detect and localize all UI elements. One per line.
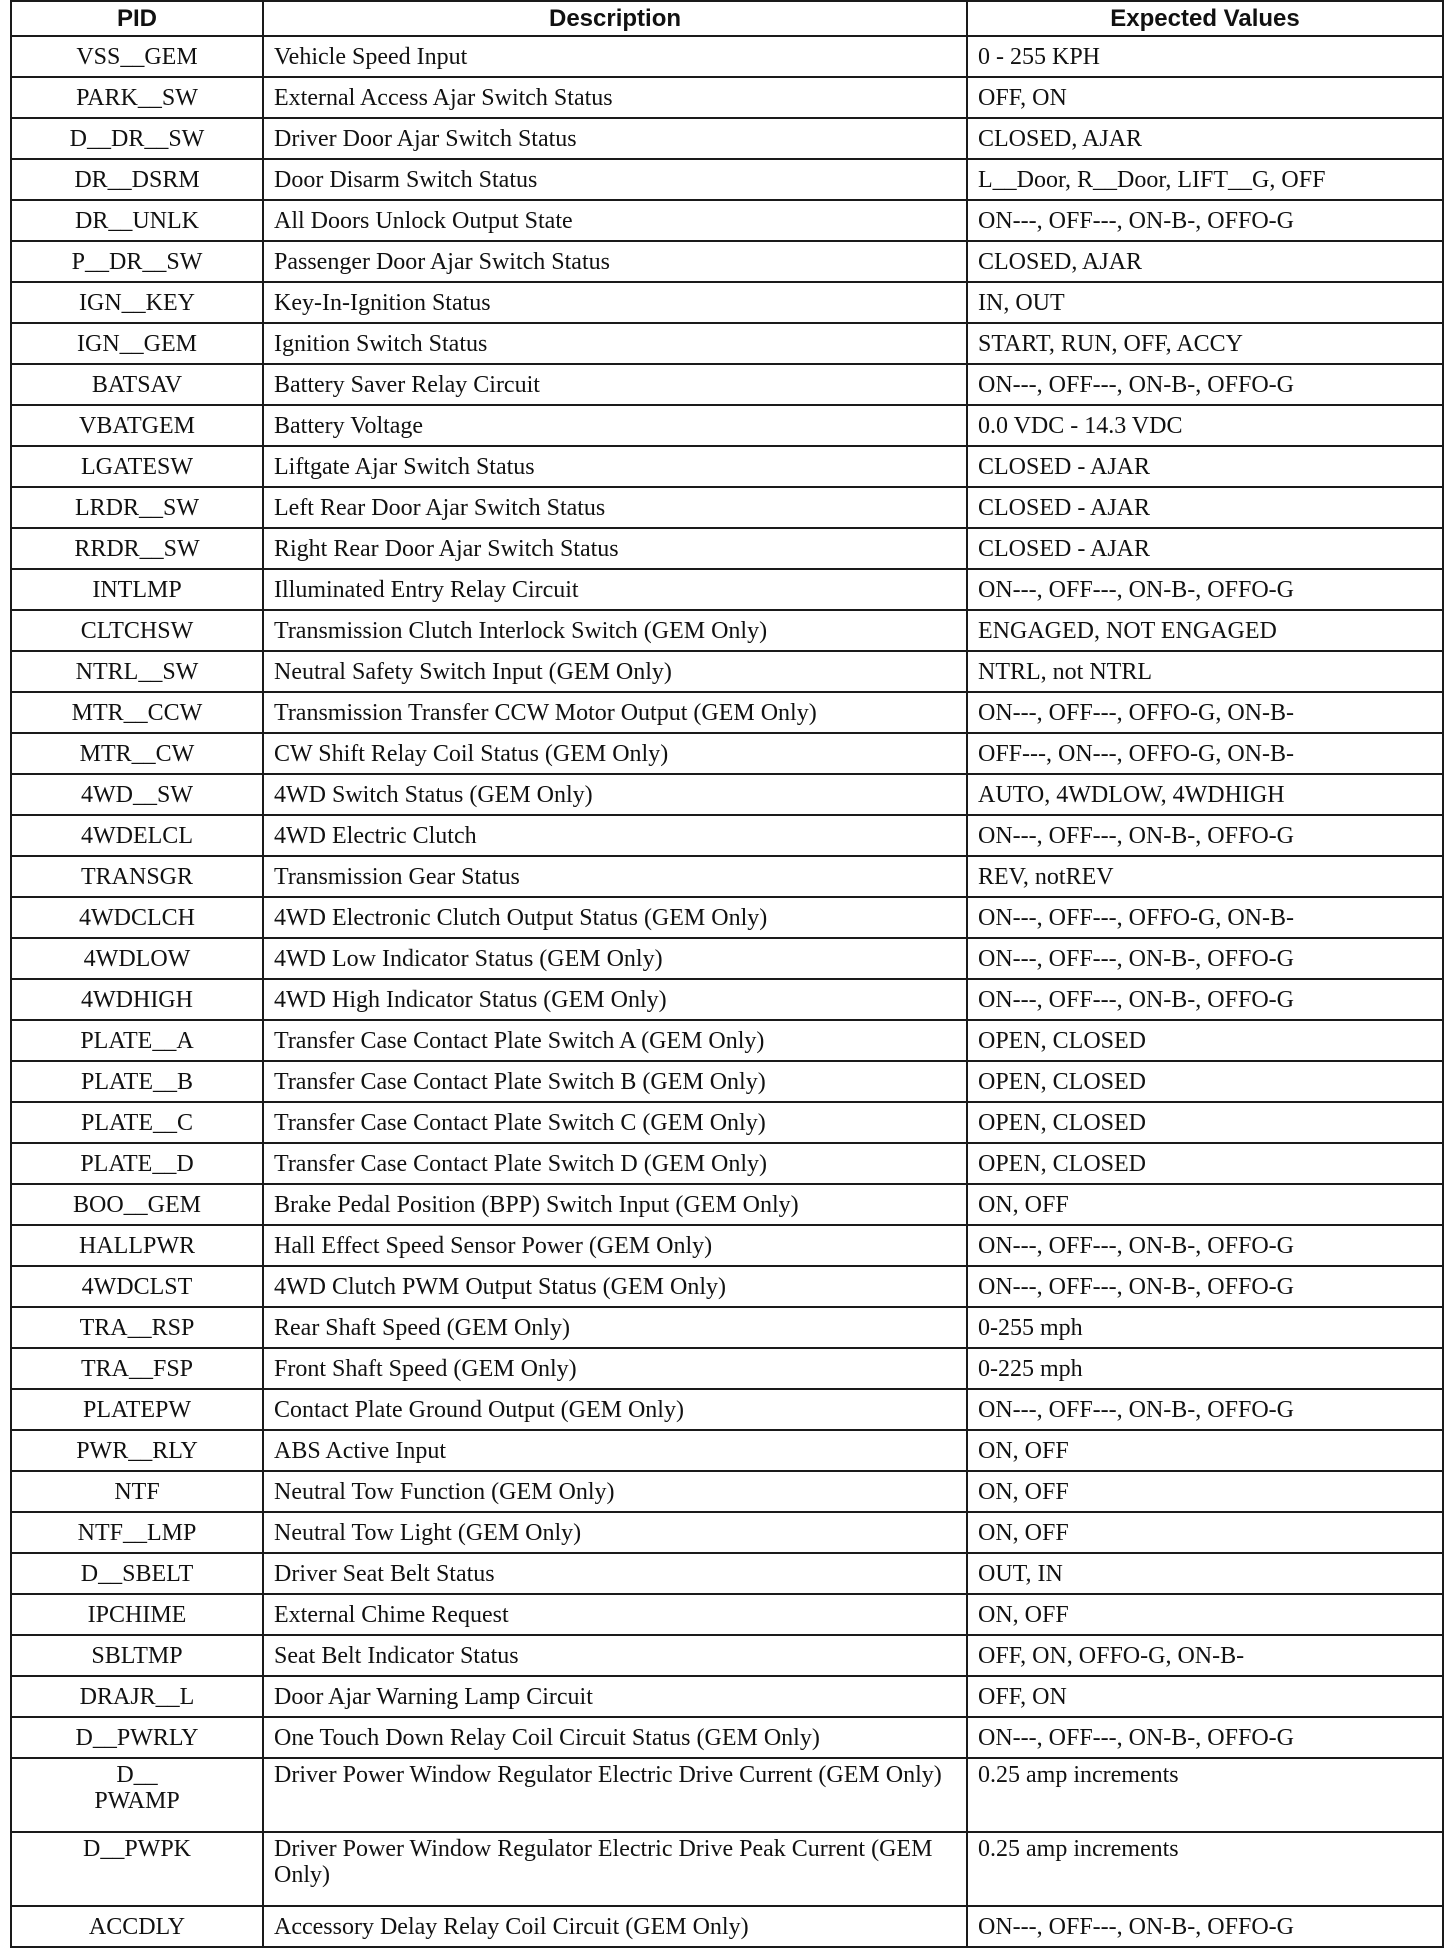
expected-value-cell: 0 - 255 KPH (967, 36, 1443, 77)
expected-value-cell: ON, OFF (967, 1430, 1443, 1471)
pid-cell: PWR__RLY (11, 1430, 263, 1471)
pid-table (10, 0, 1444, 1948)
description-cell: Battery Voltage (263, 405, 967, 446)
description-cell: Passenger Door Ajar Switch Status (263, 241, 967, 282)
table-row (11, 1266, 1443, 1307)
table-row (11, 200, 1443, 241)
table-row (11, 651, 1443, 692)
pid-cell: DRAJR__L (11, 1676, 263, 1717)
expected-value-cell: NTRL, not NTRL (967, 651, 1443, 692)
pid-cell: BOO__GEM (11, 1184, 263, 1225)
expected-value-cell: CLOSED - AJAR (967, 446, 1443, 487)
description-cell: Liftgate Ajar Switch Status (263, 446, 967, 487)
table-row (11, 1832, 1443, 1906)
table-row (11, 1717, 1443, 1758)
expected-value-cell: ON, OFF (967, 1471, 1443, 1512)
description-cell: Transfer Case Contact Plate Switch A (GEM Only) (263, 1020, 967, 1061)
table-row (11, 1020, 1443, 1061)
table-row (11, 1471, 1443, 1512)
pid-cell: HALLPWR (11, 1225, 263, 1266)
pid-cell: PLATEPW (11, 1389, 263, 1430)
pid-cell: TRANSGR (11, 856, 263, 897)
pid-cell: LRDR__SW (11, 487, 263, 528)
expected-value-cell: ON---, OFF---, ON-B-, OFFO-G (967, 569, 1443, 610)
table-row (11, 1906, 1443, 1947)
table-row (11, 856, 1443, 897)
table-row (11, 487, 1443, 528)
pid-cell: VBATGEM (11, 405, 263, 446)
description-cell: 4WD High Indicator Status (GEM Only) (263, 979, 967, 1020)
description-cell: Transmission Gear Status (263, 856, 967, 897)
expected-value-cell: 0-225 mph (967, 1348, 1443, 1389)
table-row (11, 897, 1443, 938)
pid-cell: D__DR__SW (11, 118, 263, 159)
expected-value-cell: CLOSED, AJAR (967, 118, 1443, 159)
expected-value-cell: OPEN, CLOSED (967, 1102, 1443, 1143)
description-cell: External Chime Request (263, 1594, 967, 1635)
table-row (11, 1758, 1443, 1832)
description-cell: 4WD Electronic Clutch Output Status (GEM Only) (263, 897, 967, 938)
pid-cell: RRDR__SW (11, 528, 263, 569)
table-row (11, 1225, 1443, 1266)
expected-value-cell: ON---, OFF---, ON-B-, OFFO-G (967, 1266, 1443, 1307)
expected-value-cell: ON---, OFF---, ON-B-, OFFO-G (967, 364, 1443, 405)
description-cell: Neutral Safety Switch Input (GEM Only) (263, 651, 967, 692)
pid-cell: IGN__GEM (11, 323, 263, 364)
table-row (11, 815, 1443, 856)
table-row (11, 282, 1443, 323)
expected-value-cell: OFF, ON (967, 77, 1443, 118)
description-cell: 4WD Switch Status (GEM Only) (263, 774, 967, 815)
table-body (11, 36, 1443, 1947)
description-cell: Driver Power Window Regulator Electric Drive Current (GEM Only) (263, 1758, 967, 1832)
table-row (11, 979, 1443, 1020)
table-row (11, 610, 1443, 651)
table-row (11, 405, 1443, 446)
expected-value-cell: OUT, IN (967, 1553, 1443, 1594)
description-cell: Driver Power Window Regulator Electric Drive Peak Current (GEM Only) (263, 1832, 967, 1906)
description-cell: 4WD Clutch PWM Output Status (GEM Only) (263, 1266, 967, 1307)
pid-cell: LGATESW (11, 446, 263, 487)
expected-value-cell: OPEN, CLOSED (967, 1143, 1443, 1184)
description-cell: All Doors Unlock Output State (263, 200, 967, 241)
expected-value-cell: ON, OFF (967, 1184, 1443, 1225)
description-cell: Seat Belt Indicator Status (263, 1635, 967, 1676)
pid-cell: BATSAV (11, 364, 263, 405)
header-pid: PID (11, 1, 263, 36)
table-row (11, 774, 1443, 815)
expected-value-cell: AUTO, 4WDLOW, 4WDHIGH (967, 774, 1443, 815)
table-row (11, 938, 1443, 979)
pid-table-sheet (10, 0, 1442, 1948)
pid-cell: ACCDLY (11, 1906, 263, 1947)
expected-value-cell: ON, OFF (967, 1512, 1443, 1553)
expected-value-cell: L__Door, R__Door, LIFT__G, OFF (967, 159, 1443, 200)
pid-cell: MTR__CW (11, 733, 263, 774)
table-row (11, 1676, 1443, 1717)
pid-cell: IGN__KEY (11, 282, 263, 323)
description-cell: Right Rear Door Ajar Switch Status (263, 528, 967, 569)
expected-value-cell: OFF, ON, OFFO-G, ON-B- (967, 1635, 1443, 1676)
expected-value-cell: 0.0 VDC - 14.3 VDC (967, 405, 1443, 446)
table-row (11, 1184, 1443, 1225)
pid-cell: 4WDHIGH (11, 979, 263, 1020)
description-cell: Neutral Tow Function (GEM Only) (263, 1471, 967, 1512)
header-row (11, 1, 1443, 36)
description-cell: Transmission Transfer CCW Motor Output (GEM Only) (263, 692, 967, 733)
pid-cell: D__SBELT (11, 1553, 263, 1594)
table-row (11, 1594, 1443, 1635)
pid-cell: PLATE__A (11, 1020, 263, 1061)
pid-cell: 4WDCLCH (11, 897, 263, 938)
expected-value-cell: REV, notREV (967, 856, 1443, 897)
table-row (11, 1061, 1443, 1102)
table-row (11, 446, 1443, 487)
expected-value-cell: 0-255 mph (967, 1307, 1443, 1348)
expected-value-cell: 0.25 amp increments (967, 1832, 1443, 1906)
table-row (11, 1348, 1443, 1389)
expected-value-cell: 0.25 amp increments (967, 1758, 1443, 1832)
description-cell: Key-In-Ignition Status (263, 282, 967, 323)
expected-value-cell: ENGAGED, NOT ENGAGED (967, 610, 1443, 651)
pid-cell: 4WDLOW (11, 938, 263, 979)
table-row (11, 1430, 1443, 1471)
description-cell: ABS Active Input (263, 1430, 967, 1471)
description-cell: Front Shaft Speed (GEM Only) (263, 1348, 967, 1389)
pid-cell: D__PWRLY (11, 1717, 263, 1758)
expected-value-cell: ON---, OFF---, ON-B-, OFFO-G (967, 1225, 1443, 1266)
table-row (11, 1389, 1443, 1430)
expected-value-cell: ON---, OFF---, OFFO-G, ON-B- (967, 692, 1443, 733)
table-row (11, 118, 1443, 159)
expected-value-cell: START, RUN, OFF, ACCY (967, 323, 1443, 364)
table-row (11, 364, 1443, 405)
description-cell: Hall Effect Speed Sensor Power (GEM Only) (263, 1225, 967, 1266)
table-row (11, 159, 1443, 200)
pid-cell: CLTCHSW (11, 610, 263, 651)
description-cell: Transfer Case Contact Plate Switch C (GEM Only) (263, 1102, 967, 1143)
description-cell: Contact Plate Ground Output (GEM Only) (263, 1389, 967, 1430)
table-row (11, 1512, 1443, 1553)
pid-cell: TRA__RSP (11, 1307, 263, 1348)
pid-cell: 4WDELCL (11, 815, 263, 856)
pid-cell: PARK__SW (11, 77, 263, 118)
pid-cell: D__PWPK (11, 1832, 263, 1906)
table-row (11, 1102, 1443, 1143)
description-cell: Transfer Case Contact Plate Switch B (GEM Only) (263, 1061, 967, 1102)
table-row (11, 241, 1443, 282)
description-cell: Illuminated Entry Relay Circuit (263, 569, 967, 610)
expected-value-cell: ON---, OFF---, ON-B-, OFFO-G (967, 815, 1443, 856)
description-cell: Door Disarm Switch Status (263, 159, 967, 200)
pid-cell: P__DR__SW (11, 241, 263, 282)
pid-cell: PLATE__C (11, 1102, 263, 1143)
description-cell: CW Shift Relay Coil Status (GEM Only) (263, 733, 967, 774)
pid-cell: TRA__FSP (11, 1348, 263, 1389)
expected-value-cell: ON---, OFF---, ON-B-, OFFO-G (967, 979, 1443, 1020)
description-cell: Rear Shaft Speed (GEM Only) (263, 1307, 967, 1348)
table-row (11, 1635, 1443, 1676)
pid-cell: D__ PWAMP (11, 1758, 263, 1832)
pid-cell: VSS__GEM (11, 36, 263, 77)
table-row (11, 323, 1443, 364)
expected-value-cell: ON---, OFF---, ON-B-, OFFO-G (967, 200, 1443, 241)
header-expected-values: Expected Values (967, 1, 1443, 36)
pid-cell: INTLMP (11, 569, 263, 610)
description-cell: 4WD Electric Clutch (263, 815, 967, 856)
expected-value-cell: CLOSED, AJAR (967, 241, 1443, 282)
pid-cell: DR__UNLK (11, 200, 263, 241)
expected-value-cell: CLOSED - AJAR (967, 487, 1443, 528)
table-row (11, 733, 1443, 774)
description-cell: Driver Seat Belt Status (263, 1553, 967, 1594)
description-cell: Transfer Case Contact Plate Switch D (GEM Only) (263, 1143, 967, 1184)
table-row (11, 77, 1443, 118)
table-row (11, 692, 1443, 733)
pid-cell: IPCHIME (11, 1594, 263, 1635)
header-description: Description (263, 1, 967, 36)
description-cell: Brake Pedal Position (BPP) Switch Input (GEM Only) (263, 1184, 967, 1225)
table-row (11, 528, 1443, 569)
description-cell: One Touch Down Relay Coil Circuit Status (GEM Only) (263, 1717, 967, 1758)
description-cell: Battery Saver Relay Circuit (263, 364, 967, 405)
description-cell: Accessory Delay Relay Coil Circuit (GEM Only) (263, 1906, 967, 1947)
pid-cell: SBLTMP (11, 1635, 263, 1676)
description-cell: Transmission Clutch Interlock Switch (GEM Only) (263, 610, 967, 651)
table-row (11, 1143, 1443, 1184)
pid-cell: PLATE__D (11, 1143, 263, 1184)
pid-cell: NTRL__SW (11, 651, 263, 692)
expected-value-cell: OPEN, CLOSED (967, 1061, 1443, 1102)
description-cell: 4WD Low Indicator Status (GEM Only) (263, 938, 967, 979)
expected-value-cell: ON, OFF (967, 1594, 1443, 1635)
pid-cell: NTF__LMP (11, 1512, 263, 1553)
expected-value-cell: OPEN, CLOSED (967, 1020, 1443, 1061)
expected-value-cell: ON---, OFF---, ON-B-, OFFO-G (967, 1717, 1443, 1758)
expected-value-cell: ON---, OFF---, OFFO-G, ON-B- (967, 897, 1443, 938)
table-row (11, 1307, 1443, 1348)
description-cell: Left Rear Door Ajar Switch Status (263, 487, 967, 528)
table-row (11, 569, 1443, 610)
expected-value-cell: CLOSED - AJAR (967, 528, 1443, 569)
description-cell: External Access Ajar Switch Status (263, 77, 967, 118)
expected-value-cell: OFF, ON (967, 1676, 1443, 1717)
expected-value-cell: IN, OUT (967, 282, 1443, 323)
expected-value-cell: ON---, OFF---, ON-B-, OFFO-G (967, 1906, 1443, 1947)
expected-value-cell: OFF---, ON---, OFFO-G, ON-B- (967, 733, 1443, 774)
description-cell: Vehicle Speed Input (263, 36, 967, 77)
pid-cell: NTF (11, 1471, 263, 1512)
description-cell: Ignition Switch Status (263, 323, 967, 364)
description-cell: Door Ajar Warning Lamp Circuit (263, 1676, 967, 1717)
table-row (11, 36, 1443, 77)
table-row (11, 1553, 1443, 1594)
expected-value-cell: ON---, OFF---, ON-B-, OFFO-G (967, 1389, 1443, 1430)
description-cell: Neutral Tow Light (GEM Only) (263, 1512, 967, 1553)
expected-value-cell: ON---, OFF---, ON-B-, OFFO-G (967, 938, 1443, 979)
pid-cell: 4WD__SW (11, 774, 263, 815)
pid-cell: MTR__CCW (11, 692, 263, 733)
description-cell: Driver Door Ajar Switch Status (263, 118, 967, 159)
pid-cell: 4WDCLST (11, 1266, 263, 1307)
pid-cell: PLATE__B (11, 1061, 263, 1102)
pid-cell: DR__DSRM (11, 159, 263, 200)
